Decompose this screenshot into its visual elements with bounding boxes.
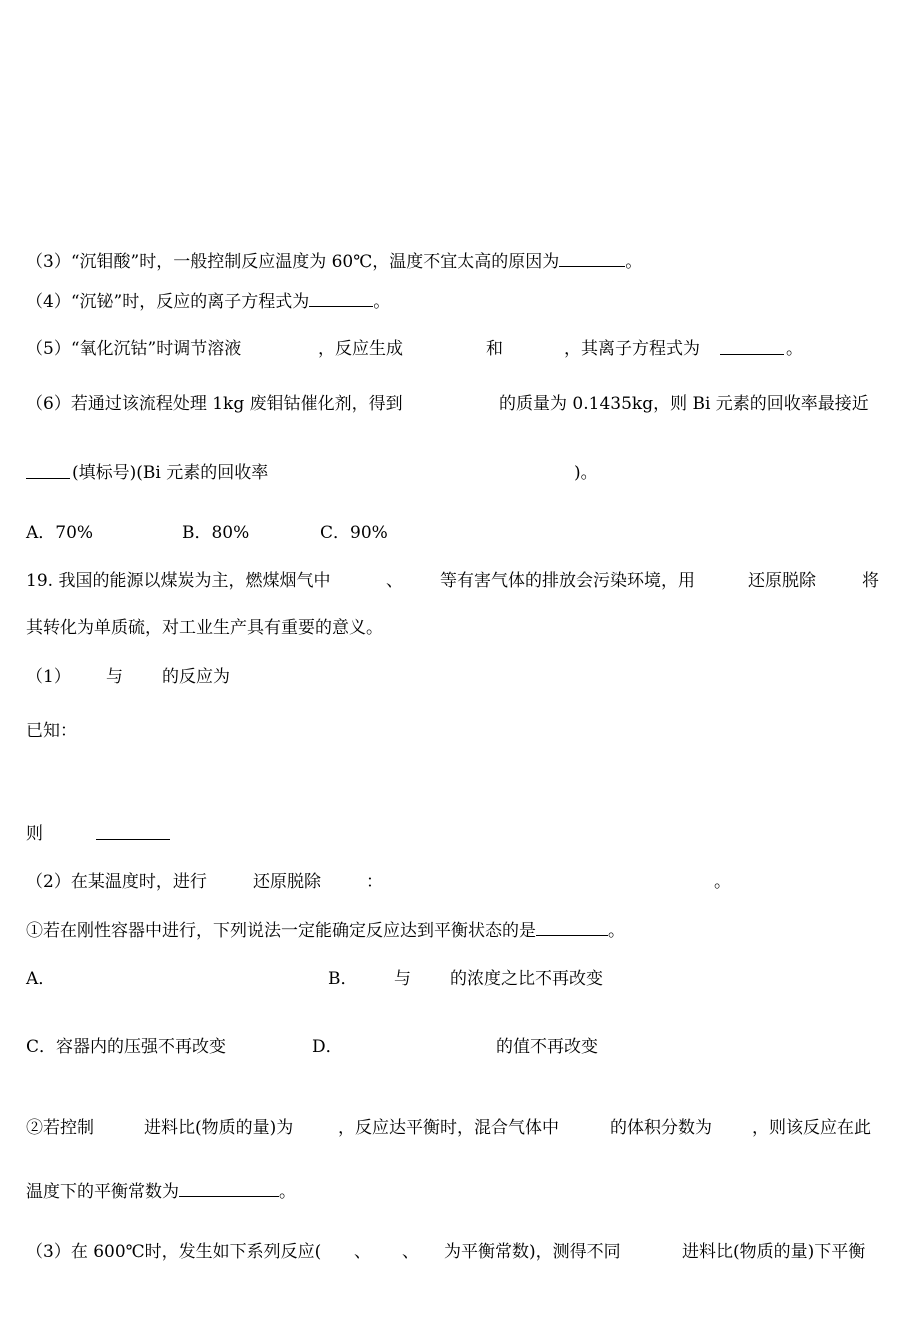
q19-part1-c: 的反应为 xyxy=(162,667,230,687)
q19-sub2-e: ，则该反应在此 xyxy=(752,1118,871,1138)
q19-options-ab xyxy=(26,969,896,991)
period: 。 xyxy=(625,252,643,272)
option-a[interactable]: A． xyxy=(26,969,56,989)
period: 。 xyxy=(608,921,625,941)
q18-part6-b: 的质量为 0.1435kg，则 Bi 元素的回收率最接近 xyxy=(499,394,869,414)
q19-intro-line xyxy=(26,571,896,593)
q19-sub2-d: 的体积分数为 xyxy=(610,1118,712,1138)
q19-part3-b: 、 xyxy=(354,1242,371,1262)
q19-part3-a: （3）在 600℃时，发生如下系列反应( xyxy=(26,1242,322,1262)
q19-part2-c: ： xyxy=(366,872,383,892)
answer-blank[interactable] xyxy=(536,920,608,936)
period: 。 xyxy=(279,1182,296,1202)
q19-then-line xyxy=(26,824,896,846)
option-d[interactable]: D． xyxy=(312,1037,343,1057)
answer-blank[interactable] xyxy=(720,339,784,355)
q18-part5-line xyxy=(26,339,896,361)
option-c[interactable]: C．容器内的压强不再改变 xyxy=(26,1037,227,1057)
q19-part2-b: 还原脱除 xyxy=(253,872,321,892)
q18-part3-text: （3）“沉钼酸”时，一般控制反应温度为 60℃，温度不宜太高的原因为 xyxy=(26,252,560,272)
q18-part5-a: （5）“氧化沉钴”时调节溶液 xyxy=(26,339,242,359)
q18-part5-d: ，其离子方程式为 xyxy=(564,339,700,359)
q19-part1-line xyxy=(26,667,896,689)
q19-sub2-text: 温度下的平衡常数为 xyxy=(26,1182,179,1202)
q19-options-cd xyxy=(26,1037,896,1059)
q19-intro-a: 19. 我国的能源以煤炭为主，燃煤烟气中 xyxy=(26,571,331,591)
q19-part3-e: 进料比(物质的量)下平衡 xyxy=(682,1242,866,1262)
option-a[interactable]: A．70% xyxy=(26,523,94,543)
option-b-text: 的浓度之比不再改变 xyxy=(450,969,603,989)
option-d-text: 的值不再改变 xyxy=(496,1037,598,1057)
q19-sub2-b: 进料比(物质的量)为 xyxy=(144,1118,294,1138)
q19-sub1-text: ①若在刚性容器中进行，下列说法一定能确定反应达到平衡状态的是 xyxy=(26,921,536,941)
answer-blank[interactable] xyxy=(309,291,373,307)
q19-part3-c: 、 xyxy=(402,1242,419,1262)
q19-sub2-line xyxy=(26,1118,896,1140)
q18-part5-c: 和 xyxy=(486,339,503,359)
option-b-with: 与 xyxy=(394,969,411,989)
q18-part5-b: ，反应生成 xyxy=(318,339,403,359)
q18-part4-text: （4）“沉铋”时，反应的离子方程式为 xyxy=(26,292,310,312)
answer-blank[interactable] xyxy=(26,463,70,479)
q19-intro-b: 、 xyxy=(386,571,403,591)
q18-part6-c: (填标号)(Bi 元素的回收率 xyxy=(72,463,269,483)
q19-part1-a: （1） xyxy=(26,667,71,687)
q19-sub2-c: ，反应达平衡时，混合气体中 xyxy=(338,1118,559,1138)
q19-part2-a: （2）在某温度时，进行 xyxy=(26,872,207,892)
then-label: 则 xyxy=(26,824,43,844)
q19-intro-c: 等有害气体的排放会污染环境，用 xyxy=(440,571,695,591)
q18-part6-line2 xyxy=(26,463,896,485)
q18-part6-a: （6）若通过该流程处理 1kg 废钼钴催化剂，得到 xyxy=(26,394,403,414)
period: 。 xyxy=(786,339,803,359)
answer-blank[interactable] xyxy=(179,1181,279,1197)
q19-part1-b: 与 xyxy=(106,667,123,687)
q19-sub2-line2 xyxy=(26,1181,296,1202)
answer-blank[interactable] xyxy=(96,824,170,840)
q19-part2-d: 。 xyxy=(714,872,731,892)
answer-blank[interactable] xyxy=(559,251,625,267)
q18-part4-line xyxy=(26,291,390,312)
known-label: 已知： xyxy=(26,721,77,741)
q19-part2-line xyxy=(26,872,896,894)
q18-options xyxy=(26,523,896,545)
q18-part6-line xyxy=(26,394,896,416)
option-b[interactable]: B．80% xyxy=(182,523,250,543)
q19-intro-line2: 其转化为单质硫，对工业生产具有重要的意义。 xyxy=(26,618,383,638)
q19-intro-e: 将 xyxy=(862,571,879,591)
q19-part3-line xyxy=(26,1242,896,1264)
q18-part3-line xyxy=(26,251,642,272)
option-b[interactable]: B． xyxy=(328,969,358,989)
q19-sub2-a: ②若控制 xyxy=(26,1118,94,1138)
q19-part3-d: 为平衡常数)，测得不同 xyxy=(444,1242,621,1262)
q19-sub1-line xyxy=(26,920,625,941)
option-c[interactable]: C．90% xyxy=(320,523,388,543)
q19-intro-d: 还原脱除 xyxy=(748,571,816,591)
period: 。 xyxy=(373,292,391,312)
q18-part6-d: )。 xyxy=(574,463,598,483)
